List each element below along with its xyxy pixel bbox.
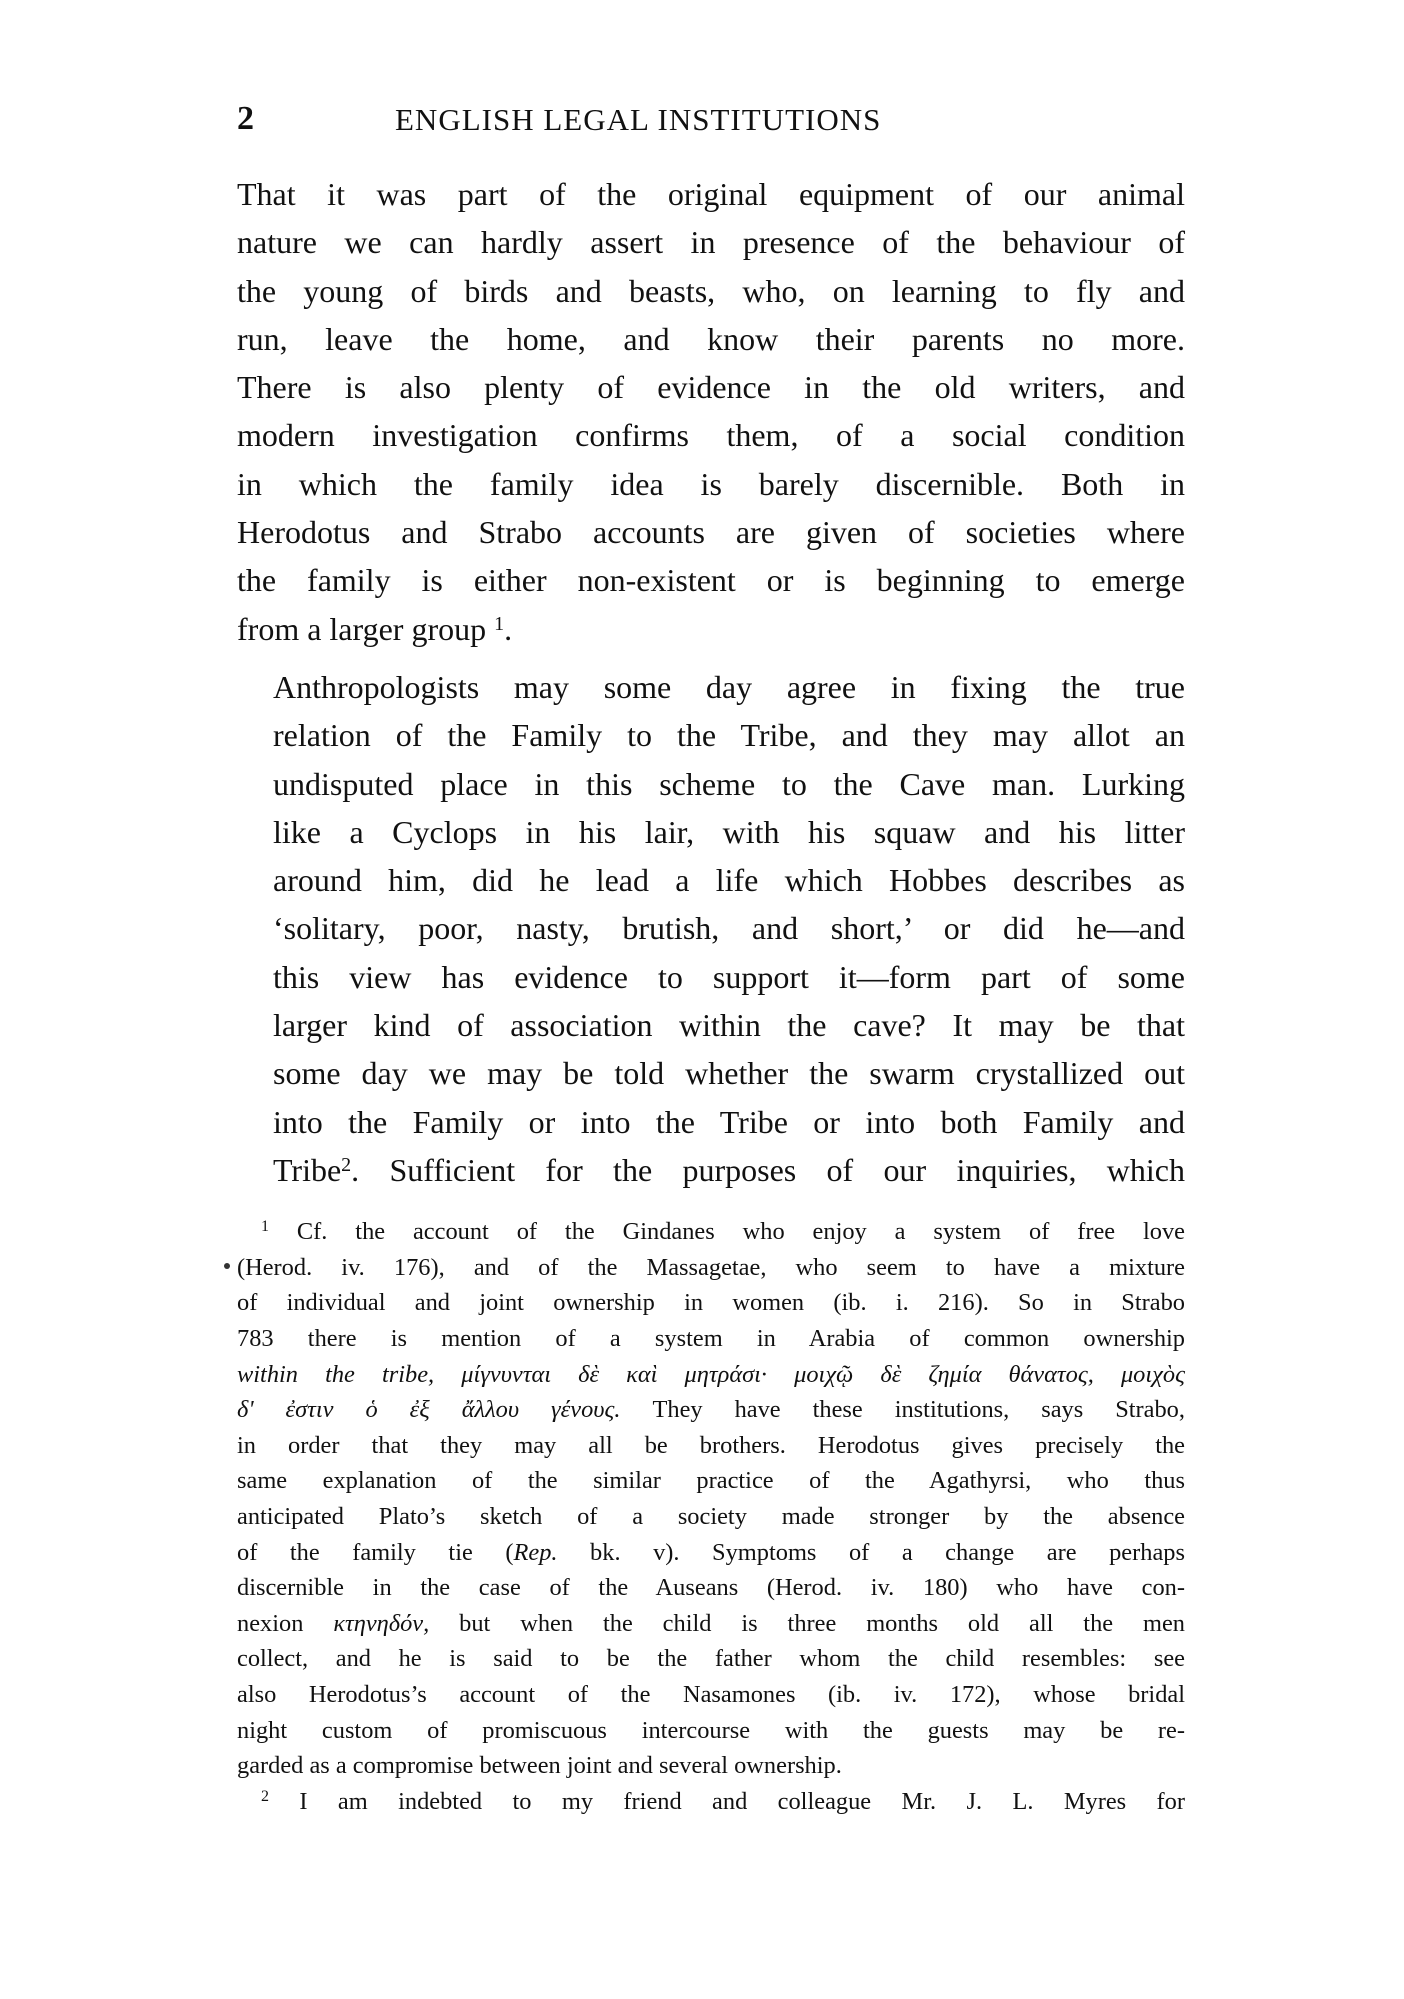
text-line: Herodotus and Strabo accounts are given of societies where [237, 514, 1185, 551]
italic-text: Rep. [513, 1538, 558, 1566]
text-line: modern investigation confirms them, of a social condition [237, 417, 1185, 454]
text-fragment: Cf. the account of the Gindanes who enjoy a system of free love [296, 1218, 1185, 1246]
text-fragment: but when the child is three months old all the men [459, 1609, 1185, 1637]
text-fragment: . [504, 610, 513, 647]
greek-text: δ' ἐστιν ὁ ἐξ ἄλλου γένους. [237, 1396, 621, 1424]
text-line: the young of birds and beasts, who, on learning to fly and [237, 272, 1185, 309]
footnote-line: same explanation of the similar practice of the Agathyrsi, who thus [237, 1467, 1185, 1495]
footnote-line [237, 1606, 1185, 1642]
footnote-line [237, 1392, 1185, 1428]
footnote-reference: 2 [341, 1153, 352, 1176]
text-line: undisputed place in this scheme to the Cave man. Lurking [273, 765, 1185, 802]
text-fragment: They have these institutions, says Strabo, [652, 1396, 1185, 1424]
text-line: this view has evidence to support it—form part of some [273, 958, 1185, 995]
text-line [237, 605, 1185, 653]
text-line [237, 1146, 1185, 1194]
text-fragment: from a larger group [237, 610, 487, 647]
text-fragment: . Sufficient for the purposes of our inquiries, which [351, 1151, 1185, 1188]
italic-text: within the tribe, [237, 1360, 435, 1388]
footnote-line: also Herodotus’s account of the Nasamones (ib. iv. 172), whose bridal [237, 1680, 1185, 1708]
page-header [237, 92, 1185, 152]
text-line: the family is either non-existent or is beginning to emerge [237, 562, 1185, 599]
page-number: 2 [237, 100, 255, 137]
text-fragment: nexion [237, 1609, 304, 1637]
footnote-line: in order that they may all be brothers. Herodotus gives precisely the [237, 1431, 1185, 1459]
footnote-line [237, 1214, 1185, 1250]
footnote-line [237, 1784, 1185, 1820]
text-fragment: Tribe [273, 1151, 342, 1188]
text-fragment: of the family tie ( [237, 1538, 514, 1566]
footnote-marker: 1 [261, 1218, 269, 1236]
text-line: That it was part of the original equipment of our animal [237, 176, 1185, 212]
footnote-line: anticipated Plato’s sketch of a society made stronger by the absence [237, 1502, 1185, 1530]
footnote-line [237, 1357, 1185, 1393]
footnote-2 [237, 1784, 1185, 1820]
footnote-1 [237, 1214, 1185, 1784]
footnote-line: of individual and joint ownership in women (ib. i. 216). So in Strabo [237, 1289, 1185, 1317]
text-line: relation of the Family to the Tribe, and they may allot an [273, 717, 1185, 754]
book-page [237, 92, 1185, 1819]
paragraph-1 [237, 170, 1185, 653]
paragraph-2 [237, 663, 1185, 1194]
main-text [237, 170, 1185, 1194]
footnote-line: night custom of promiscuous intercourse with the guests may be re- [237, 1716, 1185, 1744]
text-line: ‘solitary, poor, nasty, brutish, and short,’ or did he—and [273, 910, 1185, 947]
footnotes [237, 1214, 1185, 1819]
text-fragment: I am indebted to my friend and colleague Mr. J. L. Myres for [299, 1787, 1185, 1815]
text-line: There is also plenty of evidence in the old writers, and [237, 369, 1185, 406]
running-head: ENGLISH LEGAL INSTITUTIONS [395, 102, 882, 137]
text-line: larger kind of association within the cave? It may be that [273, 1007, 1185, 1044]
margin-dot [224, 1263, 230, 1269]
text-line: run, leave the home, and know their parents no more. [237, 320, 1185, 357]
footnote-marker: 2 [261, 1787, 269, 1805]
greek-text: μίγνυνται δὲ καὶ μητράσι· μοιχῷ δὲ ζημία θάνατος, μοιχὸς [461, 1360, 1185, 1388]
footnote-line: discernible in the case of the Auseans (Herod. iv. 180) who have con- [237, 1574, 1185, 1602]
text-line: like a Cyclops in his lair, with his squaw and his litter [273, 813, 1185, 850]
text-line: some day we may be told whether the swarm crystallized out [273, 1055, 1185, 1092]
text-fragment: bk. v). Symptoms of a change are perhaps [590, 1538, 1185, 1566]
footnote-line [237, 1535, 1185, 1571]
footnote-line: 783 there is mention of a system in Arabia of common ownership [237, 1325, 1185, 1353]
footnote-line: collect, and he is said to be the father whom the child resembles: see [237, 1645, 1185, 1673]
greek-text: κτηνηδόν, [333, 1609, 430, 1637]
text-line: in which the family idea is barely discernible. Both in [237, 465, 1185, 502]
footnote-line: (Herod. iv. 176), and of the Massagetae, who seem to have a mixture [237, 1253, 1185, 1281]
text-line: into the Family or into the Tribe or into both Family and [273, 1103, 1185, 1140]
text-line: nature we can hardly assert in presence of the behaviour of [237, 224, 1185, 261]
footnote-reference: 1 [494, 612, 505, 635]
text-line: Anthropologists may some day agree in fixing the true [273, 668, 1185, 705]
footnote-line: garded as a compromise between joint and several ownership. [237, 1752, 842, 1780]
text-line: around him, did he lead a life which Hobbes describes as [273, 862, 1185, 899]
